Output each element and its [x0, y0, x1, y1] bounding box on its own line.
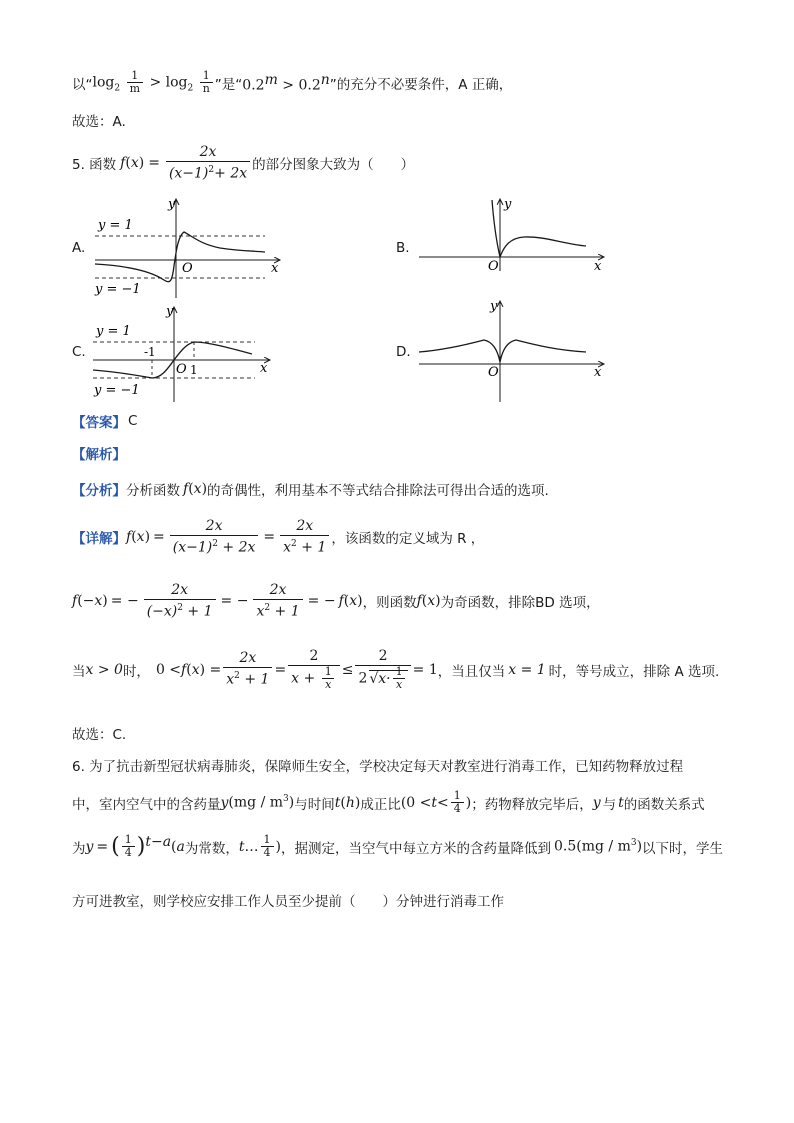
- svg-text:x: x: [260, 361, 268, 376]
- option-c-label[interactable]: C.: [72, 344, 86, 360]
- q6-line2: 中，室内空气中的含药量 y $(mg / m^3)$ 与时间 t ( h ) 成正比 (0 < t < $\frac{1}{4}$ ) ；药物释放完毕后， y 与 t 的函数关系式: [72, 789, 705, 815]
- fenxi: 【分析】 分析函数 f ( x ) 的奇偶性，利用基本不等式结合排除法可得出合适的选项.: [72, 481, 549, 499]
- svg-text:O: O: [182, 261, 193, 276]
- q6-line3: 为 y = ( $\frac{1}{4}$ ) t−a ( a 为常数， t … $\frac{1}{4}$ ) ，据测定，当空气中每立方米的含药量降低到 $0.5(mg / m^3)$ 以下时，学生: [72, 833, 724, 859]
- svg-text:y: y: [504, 197, 512, 212]
- text: ”是“: [214, 76, 243, 93]
- svg-text:y = 1: y = 1: [98, 218, 133, 233]
- option-d-label[interactable]: D.: [396, 344, 411, 360]
- option-a-label[interactable]: A.: [72, 240, 86, 256]
- question-5: 5. 函数 f ( x ) = $\frac{2x}{(x-1)^2+ 2x}$ 的部分图象大致为（ ）: [72, 144, 415, 182]
- svg-text:x: x: [594, 365, 602, 380]
- text: 以“: [72, 76, 93, 93]
- svg-text:y: y: [490, 299, 498, 314]
- q6-line4: 方可进教室，则学校应安排工作人员至少提前（ ）分钟进行消毒工作: [72, 894, 504, 910]
- svg-text:O: O: [488, 365, 499, 380]
- svg-text:1: 1: [190, 363, 198, 377]
- option-c-graph[interactable]: [90, 304, 280, 404]
- power-expr: 0.2$^m$ > 0.2$^n$: [242, 71, 330, 94]
- svg-text:y = −1: y = −1: [95, 282, 141, 297]
- choose-c: 故选：C.: [72, 727, 127, 743]
- svg-text:y = −1: y = −1: [94, 383, 140, 398]
- q6-line1: 6. 为了抗击新型冠状病毒肺炎，保障师生安全，学校决定每天对教室进行消毒工作，已知药物释放过程: [72, 759, 684, 775]
- option-a-graph[interactable]: [90, 196, 290, 300]
- svg-text:-1: -1: [144, 345, 156, 359]
- line-1: [72, 70, 512, 95]
- line-2: 故选：A.: [72, 114, 126, 130]
- detail-2: f (− x ) = − $\frac{2x}{(-x)^2 + 1}$ = − $\frac{2x}{x^2 + 1}$ = − f ( x ) ，则函数 f ( x ) 为奇函数，排除BD 选项，: [72, 582, 600, 620]
- jiexi-tag: 【解析】: [72, 447, 126, 463]
- option-b-graph[interactable]: [414, 196, 614, 276]
- svg-text:y: y: [166, 304, 174, 319]
- option-d-graph[interactable]: [414, 298, 614, 404]
- svg-text:y = 1: y = 1: [96, 324, 131, 339]
- svg-text:O: O: [488, 259, 499, 274]
- svg-text:x: x: [271, 261, 279, 276]
- detail-3: 当 x > 0 时， 0 < f ( x ) = $\frac{2x}{x^2 + 1}$ = 2 x + $\frac{1}{x}$ ≤ 2 2 √x· $\frac{1}{x}$ = 1 ，当且仅当 x = 1 时，等号成立，排除 A 选项.: [72, 648, 720, 691]
- svg-text:x: x: [594, 259, 602, 274]
- text: ”的充分不必要条件，A 正确，: [329, 76, 513, 93]
- answer: 【答案】 C: [72, 413, 138, 431]
- svg-text:O: O: [176, 362, 187, 377]
- svg-text:y: y: [168, 197, 176, 212]
- option-b-label[interactable]: B.: [396, 240, 410, 256]
- detail-1: 【详解】 f ( x ) = $\frac{2x}{(x-1)^2 + 2x}$ = $\frac{2x}{x^2 + 1}$ ，该函数的定义域为 R ，: [72, 518, 485, 556]
- log-expr-left: $\log_2$ $\frac{1}{m}$ > $\log_2$ $\frac{1}{n}$: [93, 70, 215, 95]
